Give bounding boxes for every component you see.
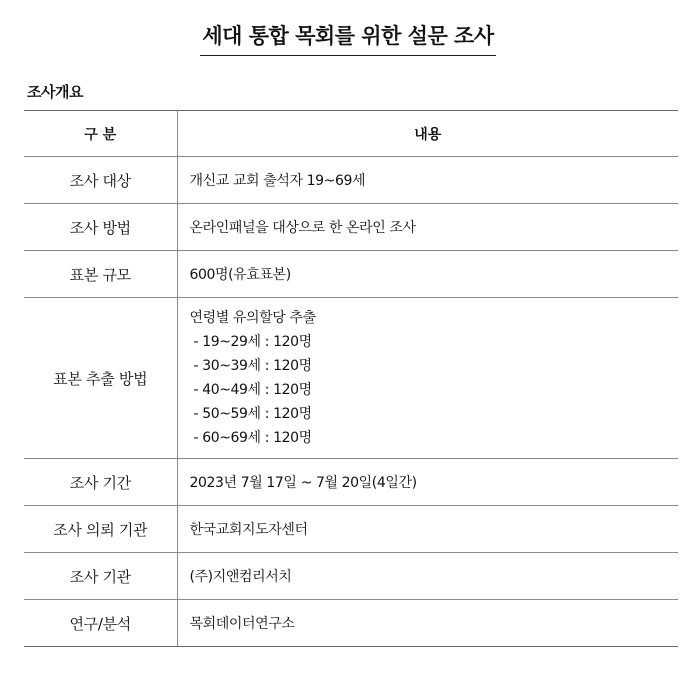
age-quota-list — [190, 330, 679, 450]
document-title: 세대 통합 목회를 위한 설문 조사 — [200, 20, 495, 56]
row-value: (주)지앤컴리서치 — [177, 553, 678, 600]
row-key: 조사 기간 — [24, 459, 177, 506]
row-key: 표본 규모 — [24, 251, 177, 298]
header-content: 내용 — [177, 111, 678, 157]
list-item: - 19~29세 : 120명 — [193, 334, 312, 350]
row-key: 조사 방법 — [24, 204, 177, 251]
list-item: - 40~49세 : 120명 — [193, 382, 312, 398]
section-heading: 조사개요 — [27, 83, 83, 101]
list-item: - 30~39세 : 120명 — [193, 358, 312, 374]
table-row — [24, 459, 678, 506]
row-key: 조사 기관 — [24, 553, 177, 600]
row-key: 표본 추출 방법 — [24, 298, 177, 459]
survey-overview-table — [24, 110, 678, 647]
table-row — [24, 204, 678, 251]
table-header-row — [24, 111, 678, 157]
row-key: 조사 대상 — [24, 157, 177, 204]
table-row — [24, 506, 678, 553]
row-value: 온라인패널을 대상으로 한 온라인 조사 — [177, 204, 678, 251]
row-key: 조사 의뢰 기관 — [24, 506, 177, 553]
row-value: 600명(유효표본) — [177, 251, 678, 298]
row-key: 연구/분석 — [24, 600, 177, 647]
sampling-method-main: 연령별 유의할당 추출 — [189, 310, 316, 326]
document-title-wrap — [0, 20, 696, 56]
table-row — [24, 157, 678, 204]
row-value: 목회데이터연구소 — [177, 600, 678, 647]
table-row — [24, 553, 678, 600]
row-value: 개신교 교회 출석자 19~69세 — [177, 157, 678, 204]
table-row — [24, 298, 678, 459]
row-value — [177, 298, 678, 459]
table-row — [24, 600, 678, 647]
list-item: - 50~59세 : 120명 — [193, 406, 312, 422]
row-value: 한국교회지도자센터 — [177, 506, 678, 553]
list-item: - 60~69세 : 120명 — [193, 430, 312, 446]
row-value: 2023년 7월 17일 ~ 7월 20일(4일간) — [177, 459, 678, 506]
table-row — [24, 251, 678, 298]
header-category: 구 분 — [24, 111, 177, 157]
